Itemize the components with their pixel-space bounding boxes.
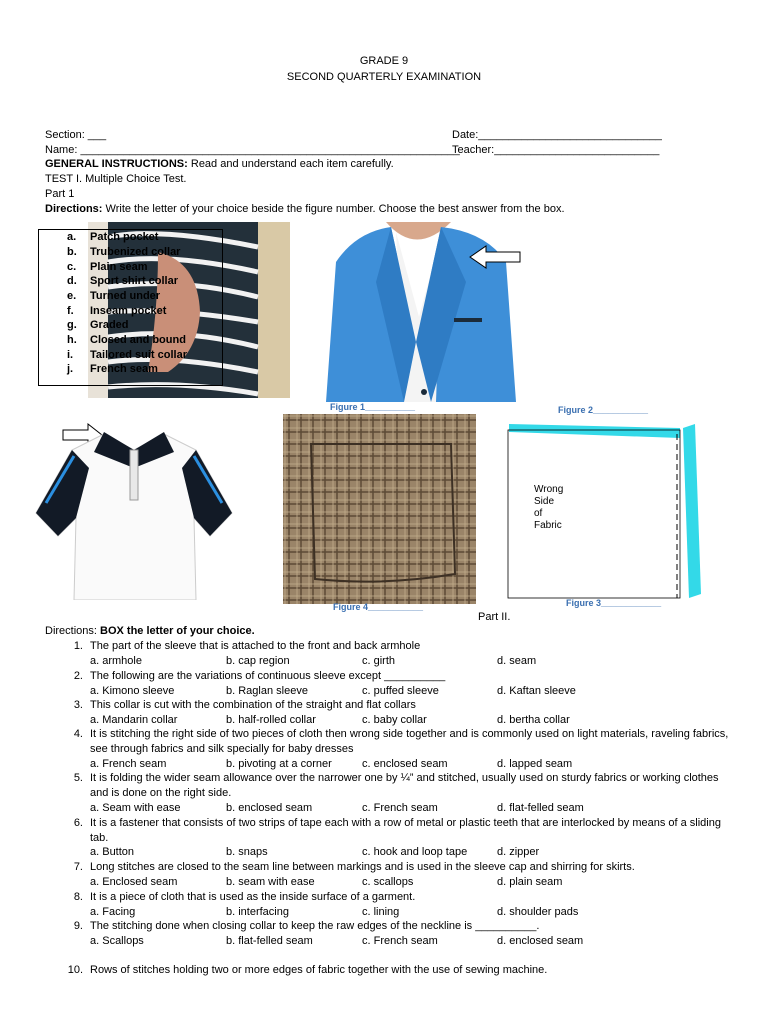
figure1-label: Figure 1__________ bbox=[330, 402, 416, 412]
option-c[interactable]: c. French seam bbox=[362, 802, 438, 814]
option-d[interactable]: d. flat-felled seam bbox=[497, 802, 584, 814]
option-b[interactable]: b. seam with ease bbox=[226, 876, 315, 888]
question-number: 10. bbox=[67, 964, 83, 976]
question-text: This collar is cut with the combination of the straight and flat collars bbox=[90, 699, 416, 711]
arrow-left-icon bbox=[468, 244, 522, 275]
wrong-side-word: Wrong bbox=[534, 484, 564, 495]
question-text: It is folding the wider seam allowance over the narrower one by ¼” and stitched, usually used on sturdy fabrics or working clothes and is done on the right side. bbox=[90, 772, 719, 799]
option-c[interactable]: c. girth bbox=[362, 655, 396, 667]
wrong-side-word: Fabric bbox=[534, 520, 562, 531]
figure3-label: Figure 3____________ bbox=[566, 598, 662, 608]
choice-letter: c. bbox=[67, 261, 77, 273]
option-b[interactable]: b. enclosed seam bbox=[226, 802, 313, 814]
question-6 bbox=[45, 816, 735, 846]
part2-directions bbox=[45, 624, 255, 638]
option-b[interactable]: b. interfacing bbox=[226, 906, 289, 918]
general-instructions bbox=[45, 157, 394, 171]
question-number: 2. bbox=[73, 670, 83, 682]
question-number: 5. bbox=[73, 772, 83, 784]
option-a[interactable]: a. Mandarin collar bbox=[90, 714, 178, 726]
option-d[interactable]: d. seam bbox=[497, 655, 537, 667]
option-d[interactable]: d. plain seam bbox=[497, 876, 563, 888]
question-text: The stitching done when closing collar to keep the raw edges of the neckline is __________. bbox=[90, 920, 540, 932]
choice-letter: a. bbox=[67, 231, 77, 243]
question-number: 8. bbox=[73, 891, 83, 903]
option-b[interactable]: b. cap region bbox=[226, 655, 290, 667]
option-c[interactable]: c. French seam bbox=[362, 935, 438, 947]
option-c[interactable]: c. hook and loop tape bbox=[362, 846, 468, 858]
choice-text: Turned under bbox=[90, 290, 161, 302]
option-c[interactable]: c. enclosed seam bbox=[362, 758, 448, 770]
choice-text: French seam bbox=[90, 363, 158, 375]
option-b[interactable]: b. half-rolled collar bbox=[226, 714, 316, 726]
option-a[interactable]: a. Facing bbox=[90, 906, 136, 918]
choice-letter: b. bbox=[67, 246, 77, 258]
choice-letter: d. bbox=[67, 275, 77, 287]
option-c[interactable]: c. puffed sleeve bbox=[362, 685, 439, 697]
choice-text: Trubenized collar bbox=[90, 246, 181, 258]
option-d[interactable]: d. enclosed seam bbox=[497, 935, 584, 947]
part2-title: Part II. bbox=[478, 611, 511, 623]
part1-directions bbox=[45, 202, 565, 216]
option-d[interactable]: d. bertha collar bbox=[497, 714, 570, 726]
option-c[interactable]: c. lining bbox=[362, 906, 400, 918]
option-a[interactable]: a. French seam bbox=[90, 758, 167, 770]
question-text: The part of the sleeve that is attached to the front and back armhole bbox=[90, 640, 421, 652]
option-b[interactable]: b. snaps bbox=[226, 846, 268, 858]
grade-title: GRADE 9 bbox=[359, 55, 409, 67]
choice-letter: f. bbox=[67, 305, 74, 317]
wrong-side-word: Side bbox=[534, 496, 555, 507]
part1-title: Part 1 bbox=[45, 188, 75, 200]
option-d[interactable]: d. Kaftan sleeve bbox=[497, 685, 576, 697]
option-a[interactable]: a. Kimono sleeve bbox=[90, 685, 175, 697]
wrong-side-label bbox=[534, 484, 563, 532]
choice-letter: j. bbox=[67, 363, 74, 375]
option-d[interactable]: d. zipper bbox=[497, 846, 540, 858]
question-text: Long stitches are closed to the seam line between markings and is used in the sleeve cap and shirring for skirts. bbox=[90, 861, 635, 873]
option-a[interactable]: a. Scallops bbox=[90, 935, 144, 947]
question-5 bbox=[45, 771, 735, 801]
choice-letter: h. bbox=[67, 334, 77, 346]
option-a[interactable]: a. armhole bbox=[90, 655, 142, 667]
test-title: TEST I. Multiple Choice Test. bbox=[45, 173, 187, 185]
option-a[interactable]: a. Enclosed seam bbox=[90, 876, 178, 888]
directions-text: Write the letter of your choice beside the figure number. Choose the best answer from the box. bbox=[102, 203, 565, 215]
option-a[interactable]: a. Seam with ease bbox=[90, 802, 181, 814]
question-4 bbox=[45, 727, 735, 757]
option-b[interactable]: b. Raglan sleeve bbox=[226, 685, 308, 697]
choice-text: Plain seam bbox=[90, 261, 148, 273]
question-number: 3. bbox=[73, 699, 83, 711]
choice-text: Graded bbox=[90, 319, 129, 331]
general-instructions-text: Read and understand each item carefully. bbox=[187, 158, 394, 170]
name-field[interactable]: Name: ______________________________________________________________ bbox=[45, 144, 460, 156]
choice-letter: g. bbox=[67, 319, 77, 331]
question-text: It is a fastener that consists of two strips of tape each with a row of metal or plastic teeth that are interlocked by means of a sliding tab. bbox=[90, 817, 721, 844]
option-b[interactable]: b. pivoting at a corner bbox=[226, 758, 332, 770]
question-number: 4. bbox=[73, 728, 83, 740]
option-d[interactable]: d. shoulder pads bbox=[497, 906, 579, 918]
directions-label: Directions: bbox=[45, 203, 103, 215]
option-a[interactable]: a. Button bbox=[90, 846, 135, 858]
question-text: Rows of stitches holding two or more edges of fabric together with the use of sewing machine. bbox=[90, 964, 548, 976]
question-text: The following are the variations of continuous sleeve except __________ bbox=[90, 670, 446, 682]
section-field[interactable]: Section: ___ bbox=[45, 129, 107, 141]
option-d[interactable]: d. lapped seam bbox=[497, 758, 573, 770]
choice-text: Closed and bound bbox=[90, 334, 186, 346]
part2-directions-label: Directions: bbox=[45, 625, 97, 637]
choice-text: Tailored suit collar bbox=[90, 349, 187, 361]
figure4-label: Figure 4___________ bbox=[333, 602, 424, 612]
patch-pocket-photo bbox=[283, 414, 476, 604]
polo-shirt-photo bbox=[34, 428, 234, 600]
teacher-field[interactable]: Teacher:___________________________ bbox=[452, 144, 660, 156]
question-number: 6. bbox=[73, 817, 83, 829]
choice-text: Inseam pocket bbox=[90, 305, 167, 317]
question-number: 1. bbox=[73, 640, 83, 652]
question-number: 7. bbox=[73, 861, 83, 873]
exam-title: SECOND QUARTERLY EXAMINATION bbox=[286, 71, 482, 83]
choice-text: Sport shirt collar bbox=[90, 275, 179, 287]
question-number: 9. bbox=[73, 920, 83, 932]
choice-text: Patch pocket bbox=[90, 231, 159, 243]
date-field[interactable]: Date:______________________________ bbox=[452, 129, 662, 141]
general-instructions-label: GENERAL INSTRUCTIONS: bbox=[45, 158, 188, 170]
part2-directions-text: BOX the letter of your choice. bbox=[96, 625, 255, 637]
option-b[interactable]: b. flat-felled seam bbox=[226, 935, 313, 947]
question-text: It is stitching the right side of two pieces of cloth then wrong side together and is commonly used on light materials, raveling fabrics, see through fabrics and silk specially for baby dresses bbox=[90, 728, 729, 755]
option-c[interactable]: c. baby collar bbox=[362, 714, 427, 726]
question-text: It is a piece of cloth that is used as the inside surface of a garment. bbox=[90, 891, 416, 903]
figure2-label: Figure 2___________ bbox=[558, 405, 649, 415]
option-c[interactable]: c. scallops bbox=[362, 876, 414, 888]
choice-letter: i. bbox=[67, 349, 74, 361]
choice-letter: e. bbox=[67, 290, 77, 302]
wrong-side-word: of bbox=[534, 508, 543, 519]
